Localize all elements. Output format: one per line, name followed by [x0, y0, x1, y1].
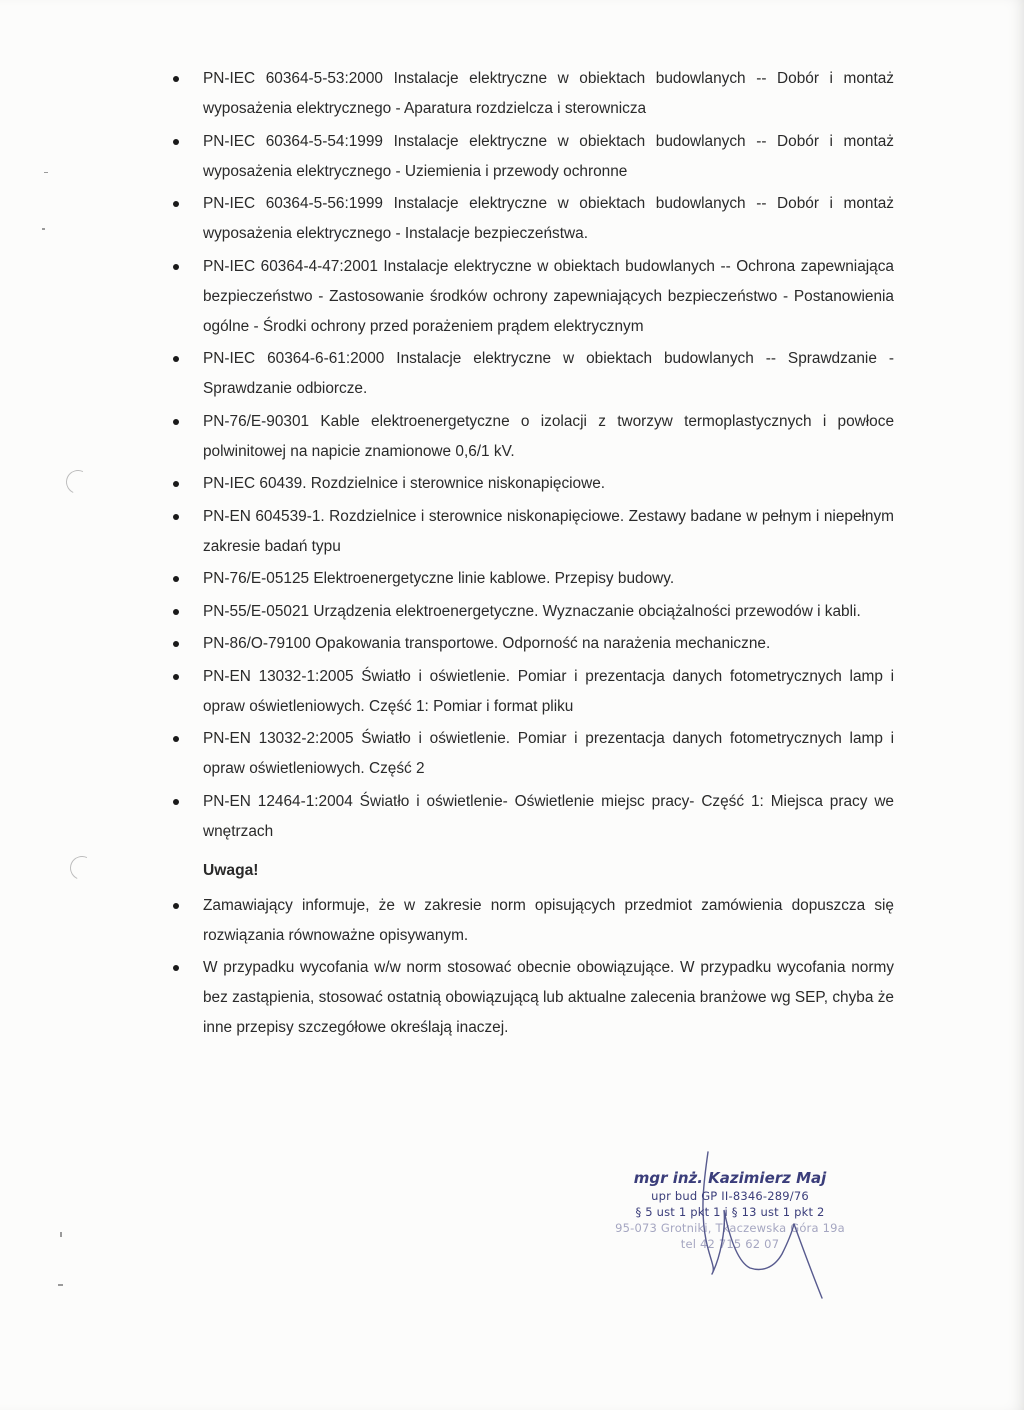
list-item-text: PN-76/E-05125 Elektroenergetyczne linie kablowe. Przepisy budowy. [203, 570, 675, 587]
list-item [172, 252, 894, 342]
list-item [172, 344, 894, 404]
list-item-text: PN-EN 12464-1:2004 Światło i oświetlenie- Oświetlenie miejsc pracy- Część 1: Miejsca pracy we wnętrzach [203, 792, 894, 840]
bullet-icon [173, 674, 179, 680]
list-item [172, 407, 894, 467]
bullet-icon [173, 799, 179, 805]
stamp-legal-basis: § 5 ust 1 pkt 1 i § 13 ust 1 pkt 2 [635, 1205, 825, 1219]
bullet-icon [173, 576, 179, 582]
bullet-icon [173, 514, 179, 520]
note-item-text: Zamawiający informuje, że w zakresie norm opisujących przedmiot zamówienia dopuszcza się rozwiązania równoważne opisywanym. [203, 896, 894, 944]
list-item [172, 564, 894, 594]
note-heading: Uwaga! [203, 861, 259, 879]
stamp-name: mgr inż. Kazimierz Maj [633, 1169, 827, 1187]
bullet-icon [173, 201, 179, 207]
bullet-icon [173, 641, 179, 647]
list-item [172, 787, 894, 847]
list-item [172, 189, 894, 249]
list-item-text: PN-76/E-90301 Kable elektroenergetyczne o izolacji z tworzyw termoplastycznych i powłoce polwinitowej na napicie znamionowe 0,6/1 kV. [203, 412, 894, 460]
bullet-icon [173, 481, 179, 487]
punch-hole-mark [63, 467, 94, 498]
list-item [172, 64, 894, 124]
stamp-license: upr bud GP II-8346-289/76 [651, 1189, 809, 1203]
note-item [172, 891, 894, 951]
list-item [172, 597, 894, 627]
scan-speck [58, 1284, 63, 1286]
note-item-text: W przypadku wycofania w/w norm stosować obecnie obowiązujące. W przypadku wycofania normy bez zastąpienia, stosować ostatnią obowiązującą lub aktualne zalecenia branżowe wg SEP, chyba że inne przepisy szczegółowe określają inaczej. [203, 959, 894, 1036]
punch-hole-mark [67, 853, 98, 884]
note-list [172, 891, 894, 1044]
list-item-text: PN-EN 13032-2:2005 Światło i oświetlenie. Pomiar i prezentacja danych fotometrycznych lamp i opraw oświetleniowych. Część 2 [203, 730, 894, 777]
bullet-icon [173, 609, 179, 615]
bullet-icon [173, 419, 179, 425]
list-item-text: PN-86/O-79100 Opakowania transportowe. Odporność na narażenia mechaniczne. [203, 635, 771, 652]
list-item [172, 127, 894, 187]
list-item [172, 629, 894, 659]
standards-list [172, 64, 894, 847]
note-item [172, 953, 894, 1043]
list-item-text: PN-EN 13032-1:2005 Światło i oświetlenie. Pomiar i prezentacja danych fotometrycznych lamp i opraw oświetleniowych. Część 1: Pomiar i format pliku [203, 667, 894, 715]
list-item [172, 502, 894, 562]
scan-speck [60, 1232, 62, 1237]
bullet-icon [173, 264, 179, 270]
bullet-icon [173, 903, 179, 909]
list-item-text: PN-IEC 60364-4-47:2001 Instalacje elektryczne w obiektach budowlanych -- Ochrona zapewniająca bezpieczeństwo - Zastosowanie środków ochrony zapewniających bezpieczeństwo - Postanowienia ogólne - Środki ochrony przed porażeniem prądem elektrycznym [203, 257, 894, 335]
scan-speck [42, 228, 45, 230]
list-item [172, 724, 894, 784]
list-item-text: PN-IEC 60439. Rozdzielnice i sterownice niskonapięciowe. [203, 475, 606, 492]
list-item-text: PN-IEC 60364-5-53:2000 Instalacje elektryczne w obiektach budowlanych -- Dobór i montaż wyposażenia elektrycznego - Aparatura rozdzielcza i sterownicza [203, 70, 894, 117]
list-item [172, 469, 894, 499]
list-item-text: PN-IEC 60364-6-61:2000 Instalacje elektryczne w obiektach budowlanych -- Sprawdzanie - Sprawdzanie odbiorcze. [203, 350, 894, 397]
list-item [172, 662, 894, 722]
bullet-icon [173, 76, 179, 82]
bullet-icon [173, 965, 179, 971]
list-item-text: PN-EN 604539-1. Rozdzielnice i sterownice niskonapięciowe. Zestawy badane w pełnym i niepełnym zakresie badań typu [203, 507, 894, 555]
document-body [172, 64, 894, 1046]
bullet-icon [173, 356, 179, 362]
bullet-icon [173, 736, 179, 742]
list-item-text: PN-55/E-05021 Urządzenia elektroenergetyczne. Wyznaczanie obciążalności przewodów i kabli. [203, 602, 861, 620]
list-item-text: PN-IEC 60364-5-56:1999 Instalacje elektryczne w obiektach budowlanych -- Dobór i montaż wyposażenia elektrycznego - Instalacje bezpieczeństwa. [203, 195, 894, 242]
list-item-text: PN-IEC 60364-5-54:1999 Instalacje elektryczne w obiektach budowlanych -- Dobór i montaż wyposażenia elektrycznego - Uziemienia i przewody ochronne [203, 132, 894, 180]
signature-graphic [690, 1150, 850, 1310]
scan-speck [44, 172, 48, 173]
bullet-icon [173, 139, 179, 145]
stamp-phone: tel 42 715 62 07 [680, 1237, 780, 1251]
stamp-address: 95-073 Grotniki, Tkaczewska Góra 19a [615, 1221, 845, 1235]
